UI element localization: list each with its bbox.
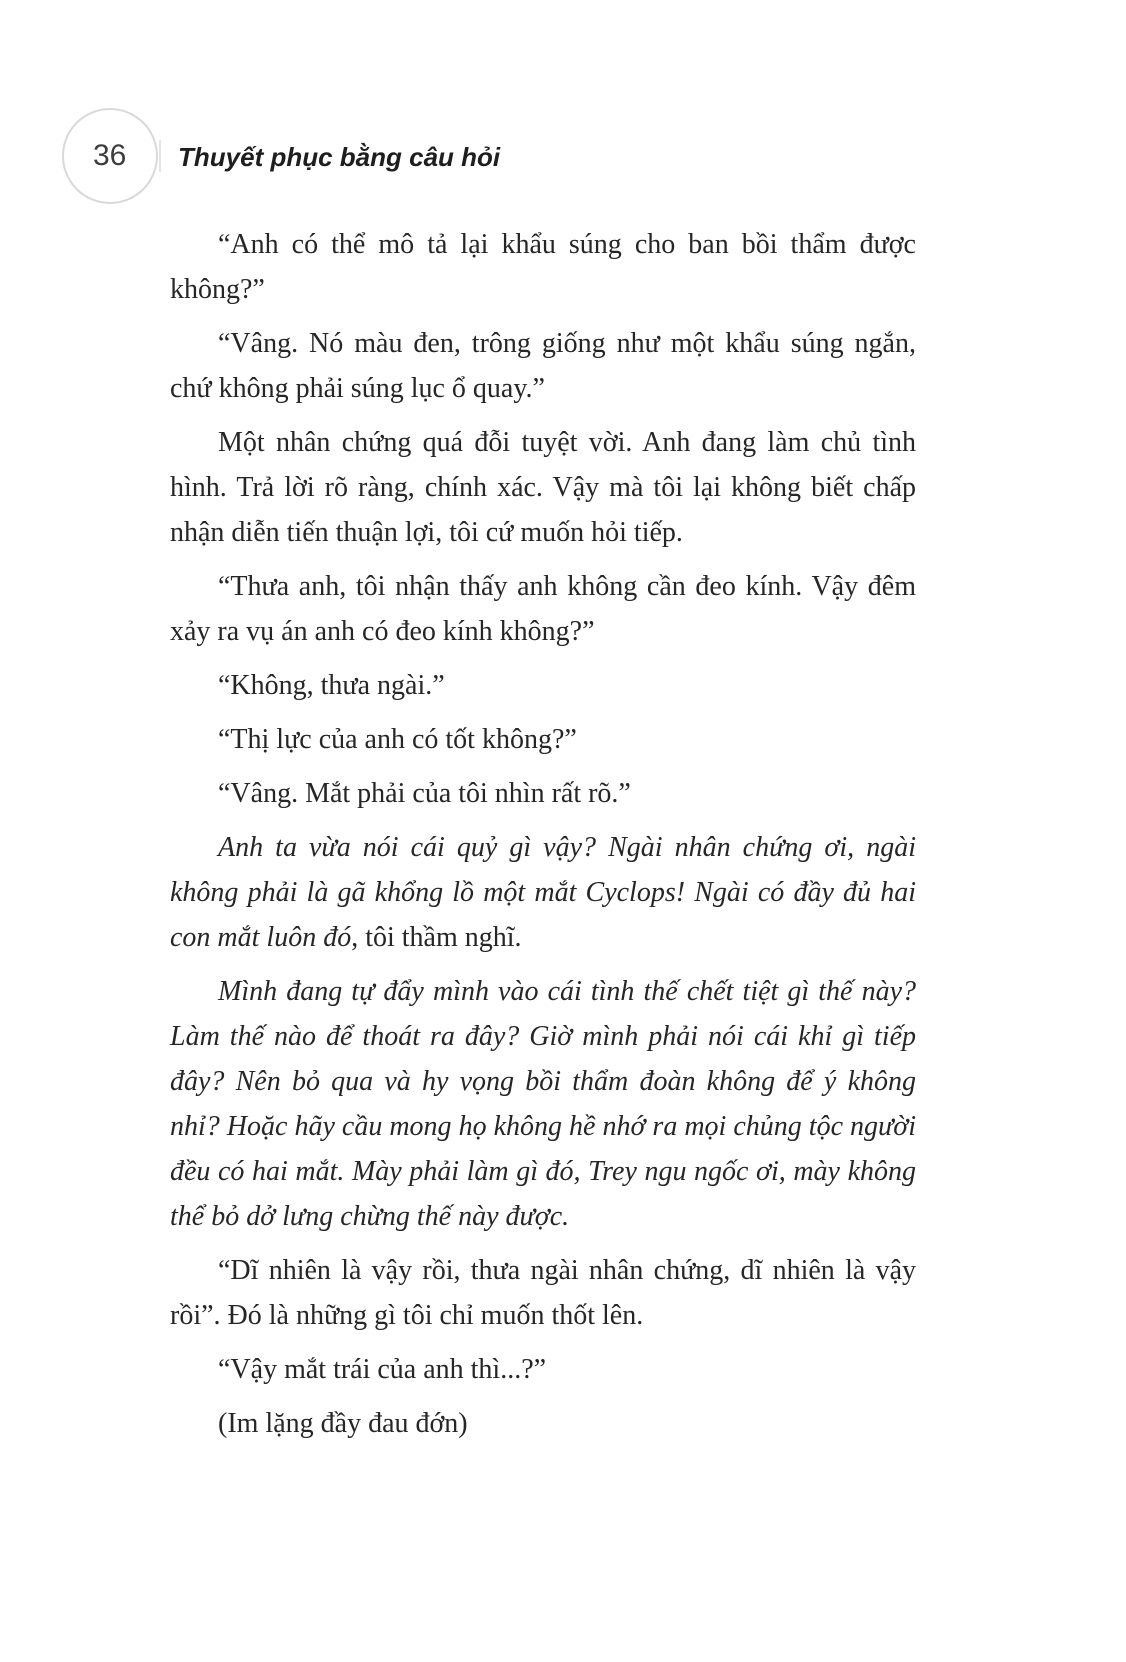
paragraph-text: “Vâng. Nó màu đen, trông giống như một khẩu súng ngắn, chứ không phải súng lục ổ quay.” bbox=[170, 328, 916, 404]
page-title: Thuyết phục bằng câu hỏi bbox=[178, 142, 501, 172]
paragraph bbox=[170, 420, 916, 555]
paragraph bbox=[170, 717, 916, 762]
paragraph-text: Mình đang tự đẩy mình vào cái tình thế chết tiệt gì thế này? Làm thế nào để thoát ra đây? Giờ mình phải nói cái khỉ gì tiếp đây? Nên bỏ qua và hy vọng bồi thẩm đoàn không để ý không nhỉ? Hoặc hãy cầu mong họ không hề nhớ ra mọi chủng tộc người đều có hai mắt. Mày phải làm gì đó, Trey ngu ngốc ơi, mày không thể bỏ dở lưng chừng thế này được. bbox=[170, 976, 916, 1232]
paragraph bbox=[170, 321, 916, 411]
content bbox=[170, 222, 916, 1455]
paragraph bbox=[170, 663, 916, 708]
paragraph-text: , tôi thầm nghĩ. bbox=[351, 922, 522, 953]
paragraph bbox=[170, 771, 916, 816]
header-divider bbox=[159, 140, 161, 172]
paragraph-text: “Thưa anh, tôi nhận thấy anh không cần đeo kính. Vậy đêm xảy ra vụ án anh có đeo kính không?” bbox=[170, 571, 916, 647]
paragraph-text: “Thị lực của anh có tốt không?” bbox=[218, 724, 577, 755]
paragraph bbox=[170, 825, 916, 960]
page-header bbox=[0, 0, 1126, 210]
paragraph-text: Một nhân chứng quá đỗi tuyệt vời. Anh đang làm chủ tình hình. Trả lời rõ ràng, chính xác. Vậy mà tôi lại không biết chấp nhận diễn tiến thuận lợi, tôi cứ muốn hỏi tiếp. bbox=[170, 427, 916, 548]
paragraph-text: Anh ta vừa nói cái quỷ gì vậy? Ngài nhân chứng ơi, ngài không phải là gã khổng lồ một mắt Cyclops! Ngài có đầy đủ hai con mắt luôn đó bbox=[170, 832, 916, 953]
paragraph bbox=[170, 222, 916, 312]
paragraph-text: (Im lặng đầy đau đớn) bbox=[218, 1408, 468, 1439]
paragraph bbox=[170, 564, 916, 654]
page-number: 36 bbox=[93, 139, 127, 172]
paragraph-text: “Anh có thể mô tả lại khẩu súng cho ban bồi thẩm được không?” bbox=[170, 229, 916, 305]
paragraph bbox=[170, 1347, 916, 1392]
paragraph-text: “Vậy mắt trái của anh thì...?” bbox=[218, 1354, 547, 1385]
paragraph bbox=[170, 1401, 916, 1446]
paragraph bbox=[170, 1248, 916, 1338]
paragraph-text: “Dĩ nhiên là vậy rồi, thưa ngài nhân chứng, dĩ nhiên là vậy rồi”. Đó là những gì tôi chỉ muốn thốt lên. bbox=[170, 1255, 916, 1331]
paragraph-text: “Vâng. Mắt phải của tôi nhìn rất rõ.” bbox=[218, 778, 631, 809]
paragraph bbox=[170, 969, 916, 1239]
paragraph-text: “Không, thưa ngài.” bbox=[218, 670, 445, 701]
